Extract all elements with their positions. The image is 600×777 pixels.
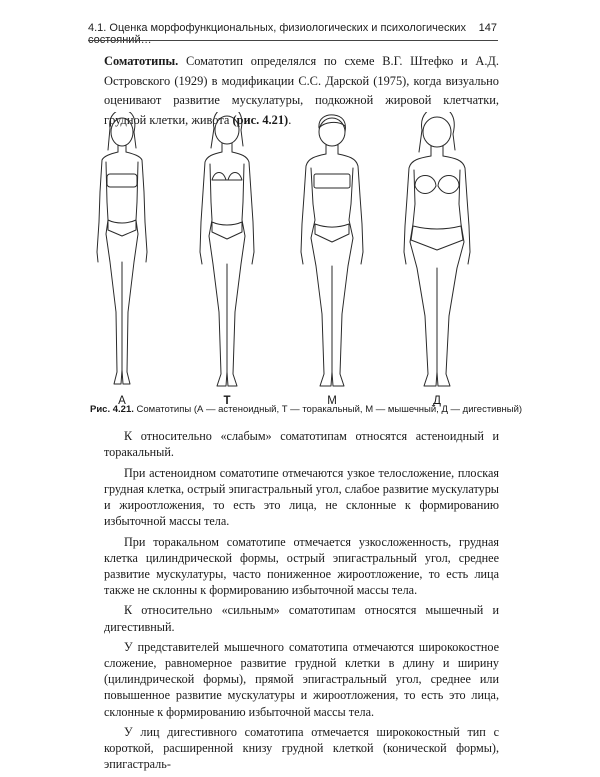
paragraph-asthenoid: При астеноидном соматотипе отмечаются узкое телосложение, плоская грудная клетка, острый эпигастральный угол, слабое развитие мускулатуры и жироотложения, то есть это лица, не склонные к формированию избыточной массы тела. xyxy=(104,465,499,528)
figure-muscular xyxy=(301,115,363,386)
intro-text: Соматотип определялся по схеме В.Г. Штефко и А.Д. Островского (1929) в модификации С.С. Дарской (1975), когда визуально оценивают развитие мускулатуры, подкожной жировой клетчатки, грудной клетки, живота xyxy=(104,54,499,127)
paragraph-weak-types: К относительно «слабым» соматотипам относятся астеноидный и торакальный. xyxy=(104,429,499,460)
paragraph-strong-types: К относительно «сильным» соматотипам относятся мышечный и дигестивный. xyxy=(104,603,499,634)
figure-digestive xyxy=(404,112,470,386)
paragraph-thoracic: При торакальном соматотипе отмечается узкосложенность, грудная клетка цилиндрической формы, острый эпигастральный угол, среднее развитие мускулатуры, часто пониженное жироотложение, то есть лица также не склонны к формированию избыточной массы тела. xyxy=(104,534,499,597)
figure-label-thoracic: Т xyxy=(223,395,231,407)
paragraph-muscular: У представителей мышечного соматотипа отмечаются ширококостное сложение, равномерное развитие грудной клетки в длину и ширину (цилиндрической формы), прямой эпигастральный угол, среднее или повышенное развитие мускулатуры и жироотложения, то есть это лица, склонные к формированию избыточной массы тела. xyxy=(104,640,499,719)
intro-end: . xyxy=(288,112,292,127)
somatotypes-figure xyxy=(92,112,502,412)
running-header: 4.1. Оценка морфофункциональных, физиологических и психологических состояний… xyxy=(88,22,466,46)
figure-label-asthenoid: А xyxy=(118,395,126,407)
body-text xyxy=(104,428,499,777)
figure-caption xyxy=(90,404,523,415)
somatotypes-illustration xyxy=(92,112,502,412)
page-number: 147 xyxy=(478,22,497,34)
figure-asthenoid xyxy=(97,112,147,384)
figure-thoracic xyxy=(200,112,254,386)
caption-text: Соматотипы (А — астеноидный, Т — торакальный, М — мышечный, Д — дигестивный) xyxy=(133,404,523,415)
caption-label: Рис. 4.21. xyxy=(90,404,134,415)
figure-reference: (рис. 4.21) xyxy=(232,112,289,127)
intro-term: Соматотипы. xyxy=(104,54,179,68)
paragraph-digestive: У лиц дигестивного соматотипа отмечается ширококостный тип с короткой, расширенной книзу грудной клеткой (конической формы), эпигастраль- xyxy=(104,725,499,772)
figure-label-digestive: Д xyxy=(433,395,441,407)
header-rule xyxy=(88,40,498,41)
figure-label-muscular: М xyxy=(327,395,337,407)
